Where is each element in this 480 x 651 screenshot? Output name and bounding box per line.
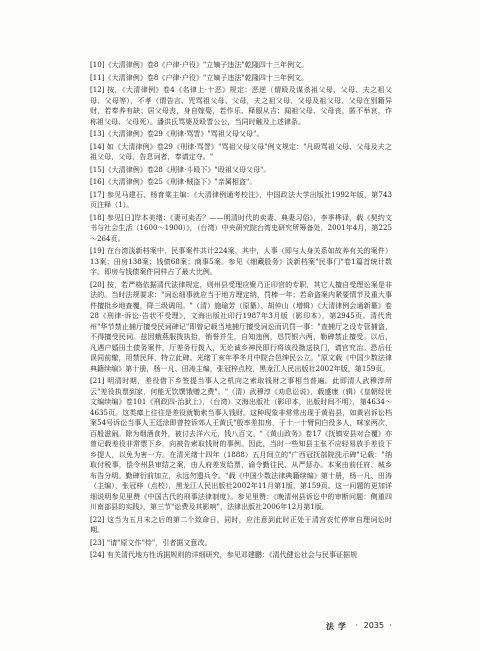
endnote-17: [17] 参见马建石、杨育棠主编：《大清律例通考校注》，中国政法大学出版社1992年版，第743页注释（1）。	[90, 190, 392, 209]
journal-name: 法学	[326, 621, 350, 631]
endnote-21: [21] 明清时期，差役借下乡签提当事人之机向之索取钱财之事相当普遍。此即清人武穆淳所云"差役执票到家，何能无饮馔饿赠之费"。"（清）武穆淳《劝息讼说》，载盛康（辑）《皇朝经世文编续编》卷101《刑政四·治狱上》，（台湾）文海出版社（影印本，出版时间不明），第4634～4635页。这类瘴上往往是差役就勒索当事人钱财。这种现象非常常出现于黄岩县，如黄岩诉讼档案54号诉讼当事人王廷涂即曾控诉郊人王黄氏"殷率差扣房，于十一十臂同白役多人，咪家两次，百般滋闹。除为烟酒食外，被讨去洋六元，钱八百文。"《黄山政务》卷17《抚镇安县对合覆》亦曾记载差役非常票下乡，向被告索取钱财的事例。因此，当时一些知县主张不应轻易放手差役下乡提人，以免为害一方。在清光绪十四年（1888）五月间立的"广西冠抚部院洗示碑"记载："纳取付税事，偿令州县审结之案，由人府差发给票，谕令勤往民，从严惩办。本案由前任府、城乡布告分明。勤碑衍前加立，永远勿遗兵令。"载《中国少数法律典籍续编》第十册，杨一凡、田涛（主编），张冠梓（点校），黑龙江人民出版社2002年11月第1版，第159页。这一问题的更加详细说明参见里赞《中国古代的刑事法律制度》。参见里赞：《晚清州县诉讼中的审断问题：侧重四川南部县的实践》，第三节"讼费及其影响"，法律出版社2006年12月第1版。	[90, 377, 392, 511]
footer-separator: ·	[355, 621, 358, 630]
endnote-18: [18] 参见[日]岸本美绪：《妻可卖否？——明清时代的卖妻、典妻习俗》，李季桦译，载《契约文书与社会生活（1600～1900）》，（台湾）中央研究院台湾史研究所筹备处，2001年4月，第225～264页。	[90, 213, 392, 243]
endnote-14: [14] 如《大清律例》卷29《刑律·骂詈》"骂祖父母父母"例文规定："凡殴骂祖父母、父母及夫之祖父母、父母，告息词者，奉请定夺。"	[90, 142, 392, 161]
endnote-11: [11]《大清律例》卷8《户律·户役》"立嫡子违法"乾隆四十三年例文。	[90, 73, 309, 82]
endnote-20: [20] 按，若严格依据清代法律规定，则州县受理应聚乃正印官的专职，其它人擅自受理讼案是非法的。当时法规要求："词讼细事就应当于地方理定纳，罚棒一年；若命盗案内紧要情节及重大事件擅批乡地查覆，降三级调用。"（清）施瑜芳（原纂）、胡仲山（增辑）《大清律例会通新纂》卷28《刑律·诉讼·告状不受理》，文海出版社印行1987年3月版（影印本），第2945页。清代贵州"华节禁止捕厅擅受民词碑记"即曾记载当地捕厅擅受词讼而讥罚一事："查捕厅之设专管捕盗，不得擅受民词。兹因蛾燕服拨执拾，销誉并生，自知违例，恳罚银六两，勒碑禁止擅受。以后，凡遇户婚田土债务案件，厅差务行拨入，无论诚乡神民即行将该役拗送执门，请官究治。恐后任误同前辙，用禁民拜，特立此碑。光绪丁亥年季冬月中院合邑绅民公立。"原文载《中国少数法律典籍续编》第十册，杨一凡、田涛主编，张冠梓点校，黑龙江人民出版社2002年版，第159页。	[90, 280, 392, 373]
endnote-24: [24] 有关清代地方性诉据规则的详细研究，参见邓建鹏：《清代健讼社会与民事证据规	[90, 551, 358, 559]
page-footer	[90, 620, 392, 632]
endnote-19: [19] 在台湾淡新档案中，民事案件共计224案，其中，人事（即与人身关系如故养有关的案件）13案；田房138案；钱债68案；商事5案。参见《细藏股务》淡新档案"民事门"卷1篇首统计数字。即房与钱债案件同样占了最大比例。	[90, 247, 392, 276]
footer-separator-end: ·	[389, 621, 392, 630]
page-number: 2035	[363, 621, 384, 630]
endnote-16: [16]《大清律例》卷25《刑律·贼盗下》"亲属相盗"。	[90, 178, 257, 186]
endnote-23: [23] "请"原文作"侍"，引者据文意改。	[90, 538, 212, 547]
endnote-12: [12] 按，《大清律例》卷4《名律上·十恶》规定：恶逆（谓殴及谋杀祖父母、父母、夫之祖父母、父母等），不孝（谓告言、咒骂祖父母、父母，夫之祖父母、父母及祖父母、父母在别籍异财，若奉养有缺；居父母丧，身自嫁娶，若作乐、释服从吉；闻祖父母、父母丧，匿不举哀，诈称祖父母、父母死）。潘洪氏骂婆及殴詈公公，当同时触及上述律条。	[90, 86, 392, 126]
endnotes-section	[90, 60, 392, 563]
endnote-13: [13]《大清律例》卷29《刑律·骂詈》"骂祖父母父母"。	[90, 130, 264, 138]
endnote-10: [10]《大清律例》卷8《户律·户役》"立嫡子违法"乾隆四十三年例文。	[90, 61, 309, 69]
endnote-15: [15]《大清律例》卷28《刑律·斗殴下》"殴祖父母父母"。	[90, 165, 271, 174]
endnote-22: [22] 这当为五月末之后的第二个致命日，同时，应注意到此时正处于清宫农忙停审自理词讼时期。	[90, 515, 392, 534]
